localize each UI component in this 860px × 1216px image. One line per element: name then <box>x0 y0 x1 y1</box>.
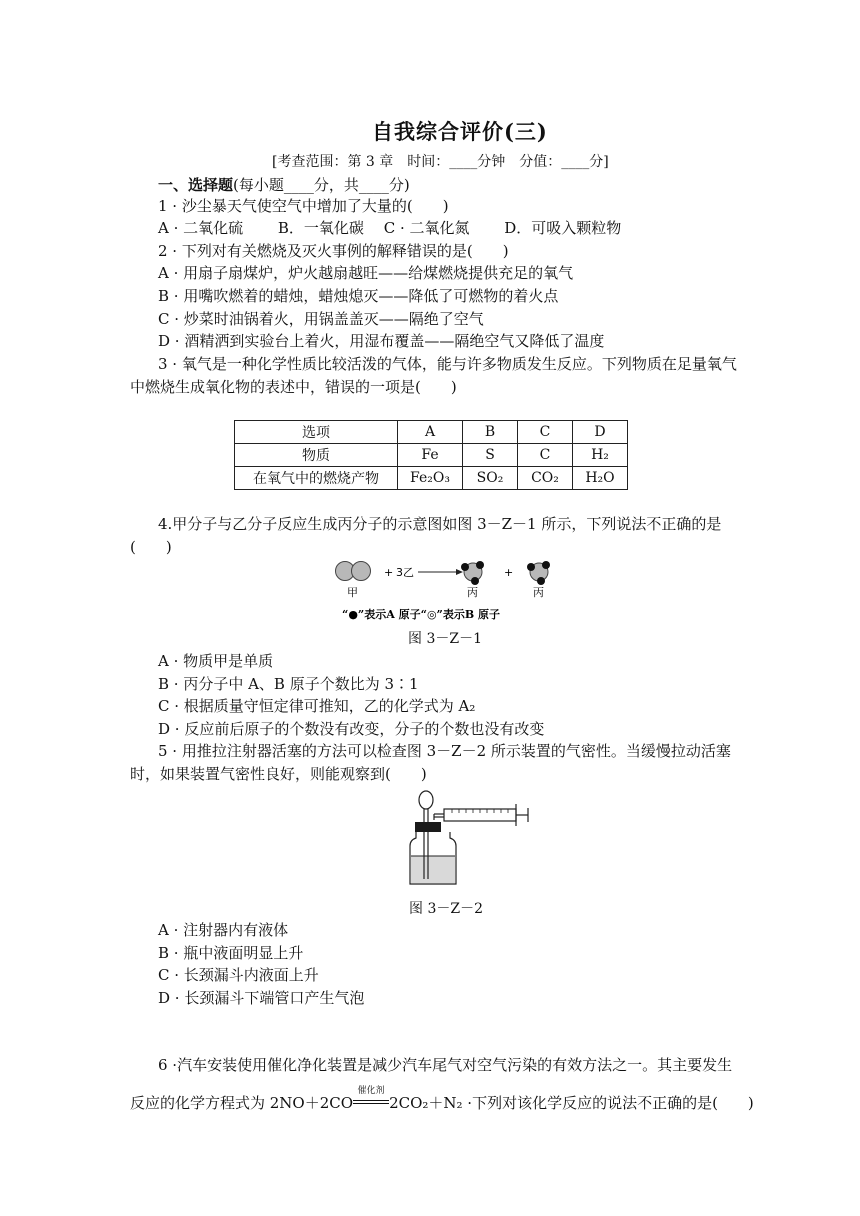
catalyst-label: 催化剂 <box>357 1086 385 1096</box>
figure-caption: 图 3－Z－2 <box>409 901 483 917</box>
table-cell: CO₂ <box>518 467 573 490</box>
molecule-jia-icon <box>336 562 371 581</box>
q4-option-c: C · 根据质量守恒定律可推知，乙的化学式为 A₂ <box>158 697 476 715</box>
q3-stem-line2: 中燃烧生成氧化物的表述中，错误的一项是( ) <box>130 378 457 396</box>
equation-left: 反应的化学方程式为 2NO＋2CO <box>130 1094 354 1112</box>
table-row <box>235 421 628 444</box>
plus-sign: + <box>504 566 514 579</box>
table-cell: 在氧气中的燃烧产物 <box>235 467 398 490</box>
q5-stem-line1: 5 · 用推拉注射器活塞的方法可以检查图 3－Z－2 所示装置的气密性。当缓慢拉动活塞 <box>158 742 731 760</box>
q4-option-b: B · 丙分子中 A、B 原子个数比为 3∶1 <box>158 675 419 693</box>
table-cell: Fe <box>398 444 463 467</box>
table-cell: D <box>573 421 628 444</box>
table-cell: H₂O <box>573 467 628 490</box>
q2-stem: 2 · 下列对有关燃烧及灭火事例的解释错误的是( ) <box>158 242 509 260</box>
q4-option-a: A · 物质甲是单质 <box>158 652 274 670</box>
table-cell: S <box>463 444 518 467</box>
q6-stem-line1: 6 ·汽车安装使用催化净化装置是减少汽车尾气对空气污染的有效方法之一。其主要发生 <box>158 1056 733 1074</box>
table-cell: H₂ <box>573 444 628 467</box>
molecule-bing-icon <box>461 561 484 585</box>
reaction-condition <box>353 1086 389 1113</box>
table-cell: 物质 <box>235 444 398 467</box>
q5-option-d: D · 长颈漏斗下端管口产生气泡 <box>158 989 365 1007</box>
q1-stem: 1 · 沙尘暴天气使空气中增加了大量的( ) <box>158 197 449 215</box>
label-jia: 甲 <box>347 586 358 599</box>
table-cell: B <box>463 421 518 444</box>
molecule-reaction-figure <box>326 556 556 626</box>
q4-option-d: D · 反应前后原子的个数没有改变，分子的个数也没有改变 <box>158 720 545 738</box>
table-row <box>235 467 628 490</box>
q2-option-c: C · 炒菜时油锅着火，用锅盖盖灭——隔绝了空气 <box>158 310 484 328</box>
table-cell: Fe₂O₃ <box>398 467 463 490</box>
table-cell: SO₂ <box>463 467 518 490</box>
q5-option-a: A · 注射器内有液体 <box>158 921 289 939</box>
q3-stem-line1: 3 · 氧气是一种化学性质比较活泼的气体，能与许多物质发生反应。下列物质在足量氧气 <box>158 355 737 373</box>
q2-option-b: B · 用嘴吹燃着的蜡烛，蜡烛熄灭——降低了可燃物的着火点 <box>158 287 559 305</box>
molecule-bing-icon <box>527 561 550 585</box>
apparatus-figure <box>404 784 536 892</box>
page-title: 自我综合评价(三) <box>372 119 548 144</box>
label-bing: 丙 <box>533 586 544 599</box>
arrow-icon <box>418 569 463 575</box>
q5-stem-line2: 时，如果装置气密性良好，则能观察到( ) <box>130 765 427 783</box>
q5-option-c: C · 长颈漏斗内液面上升 <box>158 966 319 984</box>
section-label: 一、选择题 <box>158 176 234 194</box>
q4-stem-line2: ( ) <box>130 538 172 556</box>
q3-table <box>234 420 628 490</box>
q2-option-d: D · 酒精洒到实验台上着火，用湿布覆盖——隔绝空气又降低了温度 <box>158 332 605 350</box>
q1-options: A · 二氧化硫 B．一氧化碳 C · 二氧化氮 D．可吸入颗粒物 <box>158 219 622 237</box>
table-cell: C <box>518 421 573 444</box>
section-heading <box>158 174 410 195</box>
plus-sign: + <box>384 566 394 579</box>
liquid-icon <box>411 856 455 883</box>
figure-caption: 图 3－Z－1 <box>408 631 482 647</box>
table-row <box>235 444 628 467</box>
q5-option-b: B · 瓶中液面明显上升 <box>158 944 304 962</box>
q4-stem-line1: 4.甲分子与乙分子反应生成丙分子的示意图如图 3－Z－1 所示，下列说法不正确的是 <box>158 515 722 533</box>
q6-stem-line2 <box>130 1086 754 1113</box>
q2-option-a: A · 用扇子扇煤炉，炉火越扇越旺——给煤燃烧提供充足的氧气 <box>158 264 574 282</box>
section-note: (每小题____分，共____分) <box>233 176 410 194</box>
table-cell: 选项 <box>235 421 398 444</box>
figure-legend: “●”表示A 原子“◎”表示B 原子 <box>342 608 500 621</box>
table-cell: A <box>398 421 463 444</box>
stopper-icon <box>415 822 441 832</box>
table-cell: C <box>518 444 573 467</box>
equation-right: 2CO₂＋N₂ ·下列对该化学反应的说法不正确的是( ) <box>389 1094 754 1112</box>
label-bing: 丙 <box>467 586 478 599</box>
exam-meta: [考查范围：第 3 章 时间：____分钟 分值：____分] <box>272 154 609 170</box>
coefficient-label: 3乙 <box>396 566 414 579</box>
